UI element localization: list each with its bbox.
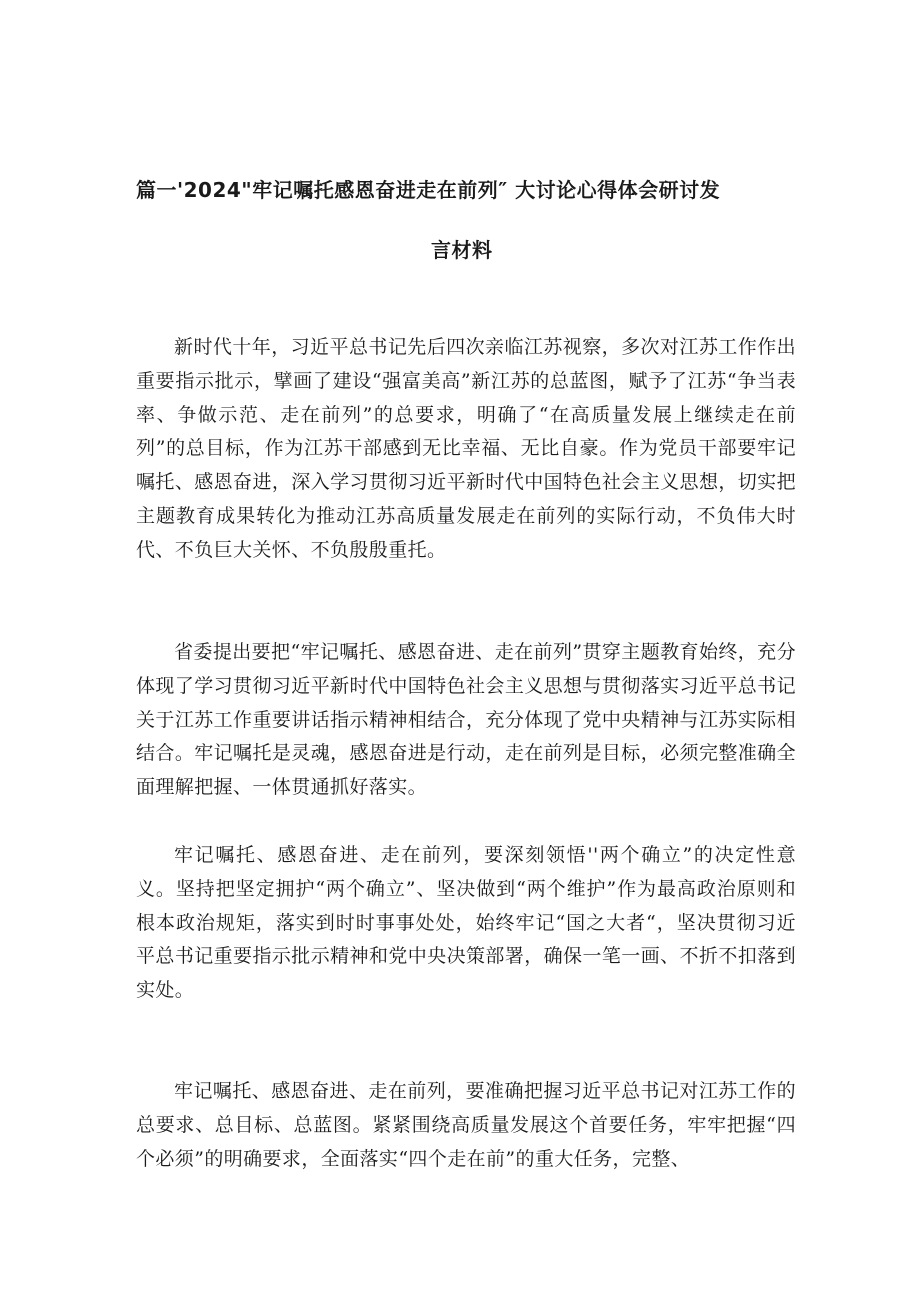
paragraph: 牢记嘱托、感恩奋进、走在前列，要深刻领悟''两个确立”的决定性意义。坚持把坚定拥护“两个确立”、坚决做到“两个维护”作为最高政治原则和根本政治规矩，落实到时时事事处处，始终牢记“国之大者“，坚决贯彻习近平总书记重要指示批示精神和党中央决策部署，确保一笔一画、不折不扣落到实处。 — [136, 844, 796, 1002]
paragraph: 牢记嘱托、感恩奋进、走在前列，要准确把握习近平总书记对江苏工作的总要求、总目标、总蓝图。紧紧围绕高质量发展这个首要任务，牢牢把握“四个必须”的明确要求，全面落实“四个走在前”的重大任务，完整、 — [136, 1080, 796, 1170]
paragraph: 省委提出要把“牢记嘱托、感恩奋进、走在前列”贯穿主题教育始终，充分体现了学习贯彻习近平新时代中国特色社会主义思想与贯彻落实习近平总书记关于江苏工作重要讲话指示精神相结合，充分体现了党中央精神与江苏实际相结合。牢记嘱托是灵魂，感恩奋进是行动，走在前列是目标，必须完整准确全面理解把握、一体贯通抓好落实。 — [136, 641, 796, 799]
paragraph: 新时代十年，习近平总书记先后四次亲临江苏视察，多次对江苏工作作出重要指示批示，擘画了建设“强富美高”新江苏的总蓝图，赋予了江苏“争当表率、争做示范、走在前列”的总要求，明确了“在高质量发展上继续走在前列”的总目标，作为江苏干部感到无比幸福、无比自豪。作为党员干部要牢记嘱托、感恩奋进，深入学习贯彻习近平新时代中国特色社会主义思想，切实把主题教育成果转化为推动江苏高质量发展走在前列的实际行动，不负伟大时代、不负巨大关怀、不负殷殷重托。 — [136, 336, 796, 561]
paragraph-block-2 — [136, 636, 796, 805]
document-title-line-2: 言材料 — [431, 238, 493, 262]
document-title-line-1: 篇一'2024"牢记嘱托感恩奋进走在前列″ 大讨论心得体会研讨发 — [136, 178, 721, 202]
paragraph-block-4 — [136, 1075, 796, 1176]
paragraph-block-1 — [136, 331, 796, 568]
paragraph-block-3 — [136, 839, 796, 1008]
